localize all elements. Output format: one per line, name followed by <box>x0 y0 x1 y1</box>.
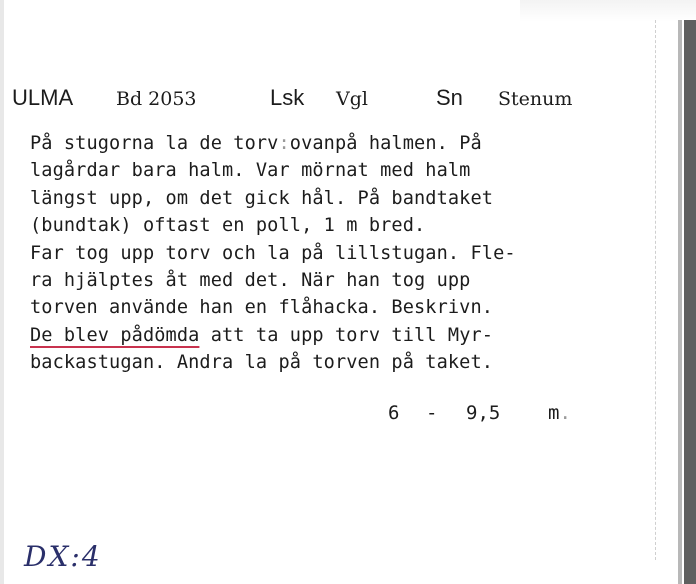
text-line-2: lagårdar bara halm. Var mörnat med halm <box>30 160 471 182</box>
scan-left-edge <box>0 0 4 584</box>
measure-from: 6 <box>388 402 400 424</box>
text-line-4: (bundtak) oftast en poll, 1 m bred. <box>30 215 426 237</box>
measure-dash: - <box>426 402 438 424</box>
scan-top-shade <box>520 0 696 22</box>
text-line-5: Far tog upp torv och la på lillstugan. Fle- <box>30 242 516 264</box>
text-line-8: De blev pådömda att ta upp torv till Myr- <box>30 324 494 346</box>
measure-to: 9,5 <box>466 402 501 424</box>
landskap-label: Lsk <box>270 85 305 110</box>
text-line-6: ra hjälptes åt med det. När han tog upp <box>30 269 471 291</box>
text-line-1: På stugorna la de torv:ovanpå halmen. På <box>30 133 482 154</box>
scan-right-edge <box>684 20 696 584</box>
archive-code: ULMA <box>12 85 74 110</box>
text-line-9: backastugan. Andra la på torven på taket. <box>30 352 494 374</box>
text-line-7: torven använde han en flåhacka. Beskrivn. <box>30 297 494 319</box>
perforation-line <box>655 20 656 560</box>
band-number: Bd 2053 <box>116 88 197 110</box>
card-body-text <box>30 130 650 377</box>
card-header <box>12 84 632 114</box>
socken-value: Stenum <box>498 88 573 110</box>
underlined-phrase: De blev pådömda <box>30 324 200 346</box>
handwritten-mark: DX:4 <box>24 540 102 573</box>
text-line-3: längst upp, om det gick hål. På bandtaket <box>30 187 494 209</box>
measure-unit: m. <box>548 402 571 424</box>
landskap-value: Vgl <box>336 88 368 110</box>
socken-label: Sn <box>436 85 463 110</box>
